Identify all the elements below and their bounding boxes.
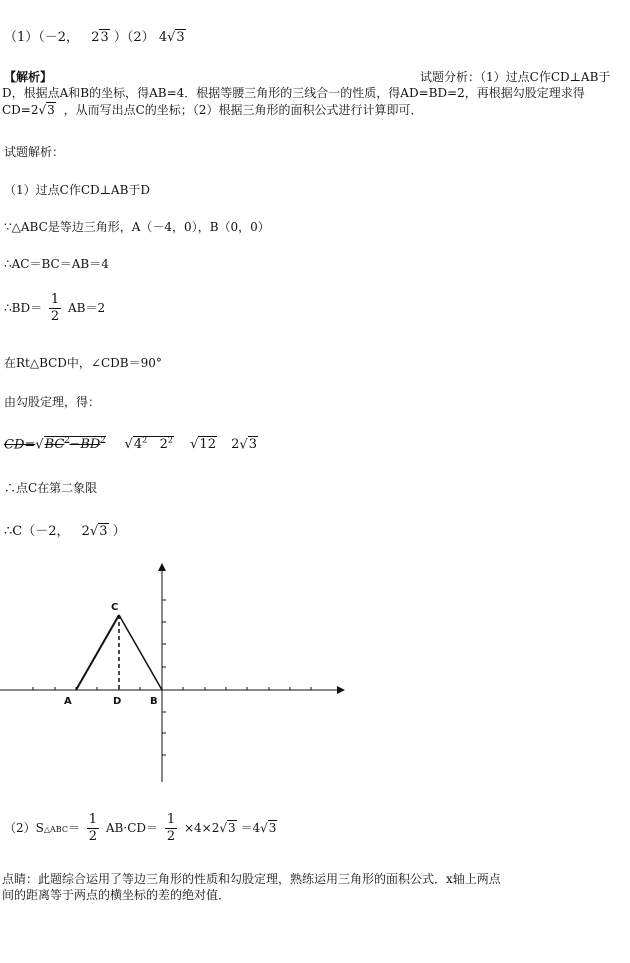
- analysis-right-text: 试题分析：（1）过点C作CD⊥AB于: [420, 70, 611, 84]
- step7-coef: 2: [231, 437, 240, 453]
- answer2-coef: 4: [158, 30, 168, 45]
- step7-exp1: 2: [64, 436, 70, 445]
- comment-line2: 间的距离等于两点的横坐标的差的绝对值．: [2, 888, 231, 902]
- area-fraction2: [165, 812, 177, 845]
- solution-step4: [4, 292, 105, 325]
- step4-fraction: [49, 292, 61, 325]
- fraction-denominator: 2: [88, 829, 98, 844]
- step7-bc: BC: [44, 437, 65, 453]
- y-axis-arrow: [158, 563, 166, 571]
- step7-radicand: $BC^2-BD^2$: [44, 436, 106, 453]
- step7-exp2: 2: [100, 436, 106, 445]
- area-fraction1: [87, 812, 99, 845]
- step7-rad12: 12: [199, 437, 216, 453]
- solution-title: 试题解析：: [4, 145, 65, 159]
- fraction-denominator: 2: [166, 829, 176, 844]
- area-formula: （2）S△ABC＝ $\frac{1}{2}$ AB·CD＝ $\frac{1}{2}$ ×4×2√3 ＝4√3: [4, 812, 277, 844]
- step7-exp4: 2: [167, 436, 173, 445]
- step9-prefix: ∴C（－2，: [4, 524, 70, 539]
- solution-step3: ∴AC＝BC＝AB＝4: [4, 257, 109, 271]
- step7-two: 2: [159, 437, 168, 453]
- answer2-radical: 3: [176, 30, 185, 45]
- step7-bd: BD: [80, 437, 101, 453]
- fraction-denominator: 2: [50, 309, 60, 324]
- fraction-numerator: 1: [166, 812, 176, 827]
- answer-part2-label: ）（2）: [113, 30, 155, 45]
- label-d: D: [113, 696, 122, 707]
- area-subscript: △ABC: [43, 825, 68, 834]
- label-b: B: [150, 696, 158, 707]
- fraction-numerator: 1: [88, 812, 98, 827]
- answer-part1: （1）（－2，: [4, 30, 80, 45]
- solution-step5: 在Rt△BCD中，∠CDB＝90°: [4, 356, 162, 370]
- area-eq2: ＝: [240, 821, 253, 835]
- area-coef1: 2: [211, 821, 220, 835]
- answer-line: （1）（－2， 23 ）（2） 4√3: [4, 30, 185, 45]
- step9-radical: 3: [99, 524, 108, 539]
- label-a: A: [64, 696, 72, 707]
- analysis-line3-prefix: CD=2: [2, 103, 39, 117]
- area-times: ×4×: [183, 821, 212, 835]
- side-ac: [76, 615, 119, 690]
- step9-suffix: ）: [112, 524, 126, 539]
- answer-coef: 2: [91, 30, 100, 45]
- step9-coef: 2: [81, 524, 90, 539]
- area-coef2: 4: [252, 821, 261, 835]
- analysis-line2: D，根据点A和B的坐标，得AB=4．根据等腰三角形的三线合一的性质，得AD=BD=2，再根据勾股定理求得: [2, 86, 585, 100]
- solution-step8: ∴点C在第二象限: [4, 481, 98, 495]
- solution-step7: $CD=√BC^2-BD^2$ $√4^2$ $2^2$ √12 2√3: [4, 436, 257, 453]
- answer-radical: 3: [100, 30, 109, 45]
- solution-step1: （1）过点C作CD⊥AB于D: [4, 183, 151, 197]
- side-bc: [119, 615, 162, 690]
- fraction-numerator: 1: [50, 292, 60, 307]
- step4-prefix: ∴BD＝: [4, 301, 43, 315]
- comment-line1: 点睛：此题综合运用了等边三角形的性质和勾股定理，熟练运用三角形的面积公式．x轴上两点: [2, 872, 501, 886]
- step4-suffix: AB＝2: [68, 301, 106, 315]
- area-rad1: 3: [227, 821, 236, 835]
- coordinate-figure: [0, 560, 360, 790]
- y-ticks: [162, 600, 166, 755]
- solution-step9: ∴C（－2， 2√3 ）: [4, 524, 126, 539]
- step7-cd: CD=: [4, 437, 36, 453]
- x-axis-arrow: [337, 686, 345, 694]
- solution-step6: 由勾股定理，得：: [4, 395, 101, 409]
- area-prefix: （2）S: [4, 821, 44, 835]
- step7-radicand2: [133, 436, 174, 452]
- area-rad2: 3: [268, 821, 277, 835]
- solution-step2: ∵△ABC是等边三角形，A（－4，0），B（0，0）: [4, 220, 270, 234]
- analysis-line3-radical: 3: [47, 103, 55, 117]
- area-eq1: ＝: [67, 821, 80, 835]
- analysis-line3-suffix: ，从而写出点C的坐标；（2）根据三角形的面积公式进行计算即可．: [63, 103, 423, 117]
- step7-rad3: 3: [248, 437, 257, 453]
- analysis-tag: 【解析】: [4, 70, 53, 84]
- step7-four: 4: [133, 437, 143, 453]
- step7-exp3: 2: [142, 436, 148, 445]
- label-c: C: [111, 602, 119, 613]
- area-mid: AB·CD＝: [105, 821, 158, 835]
- analysis-line3: CD=2√3 ，从而写出点C的坐标；（2）根据三角形的面积公式进行计算即可．: [2, 103, 423, 117]
